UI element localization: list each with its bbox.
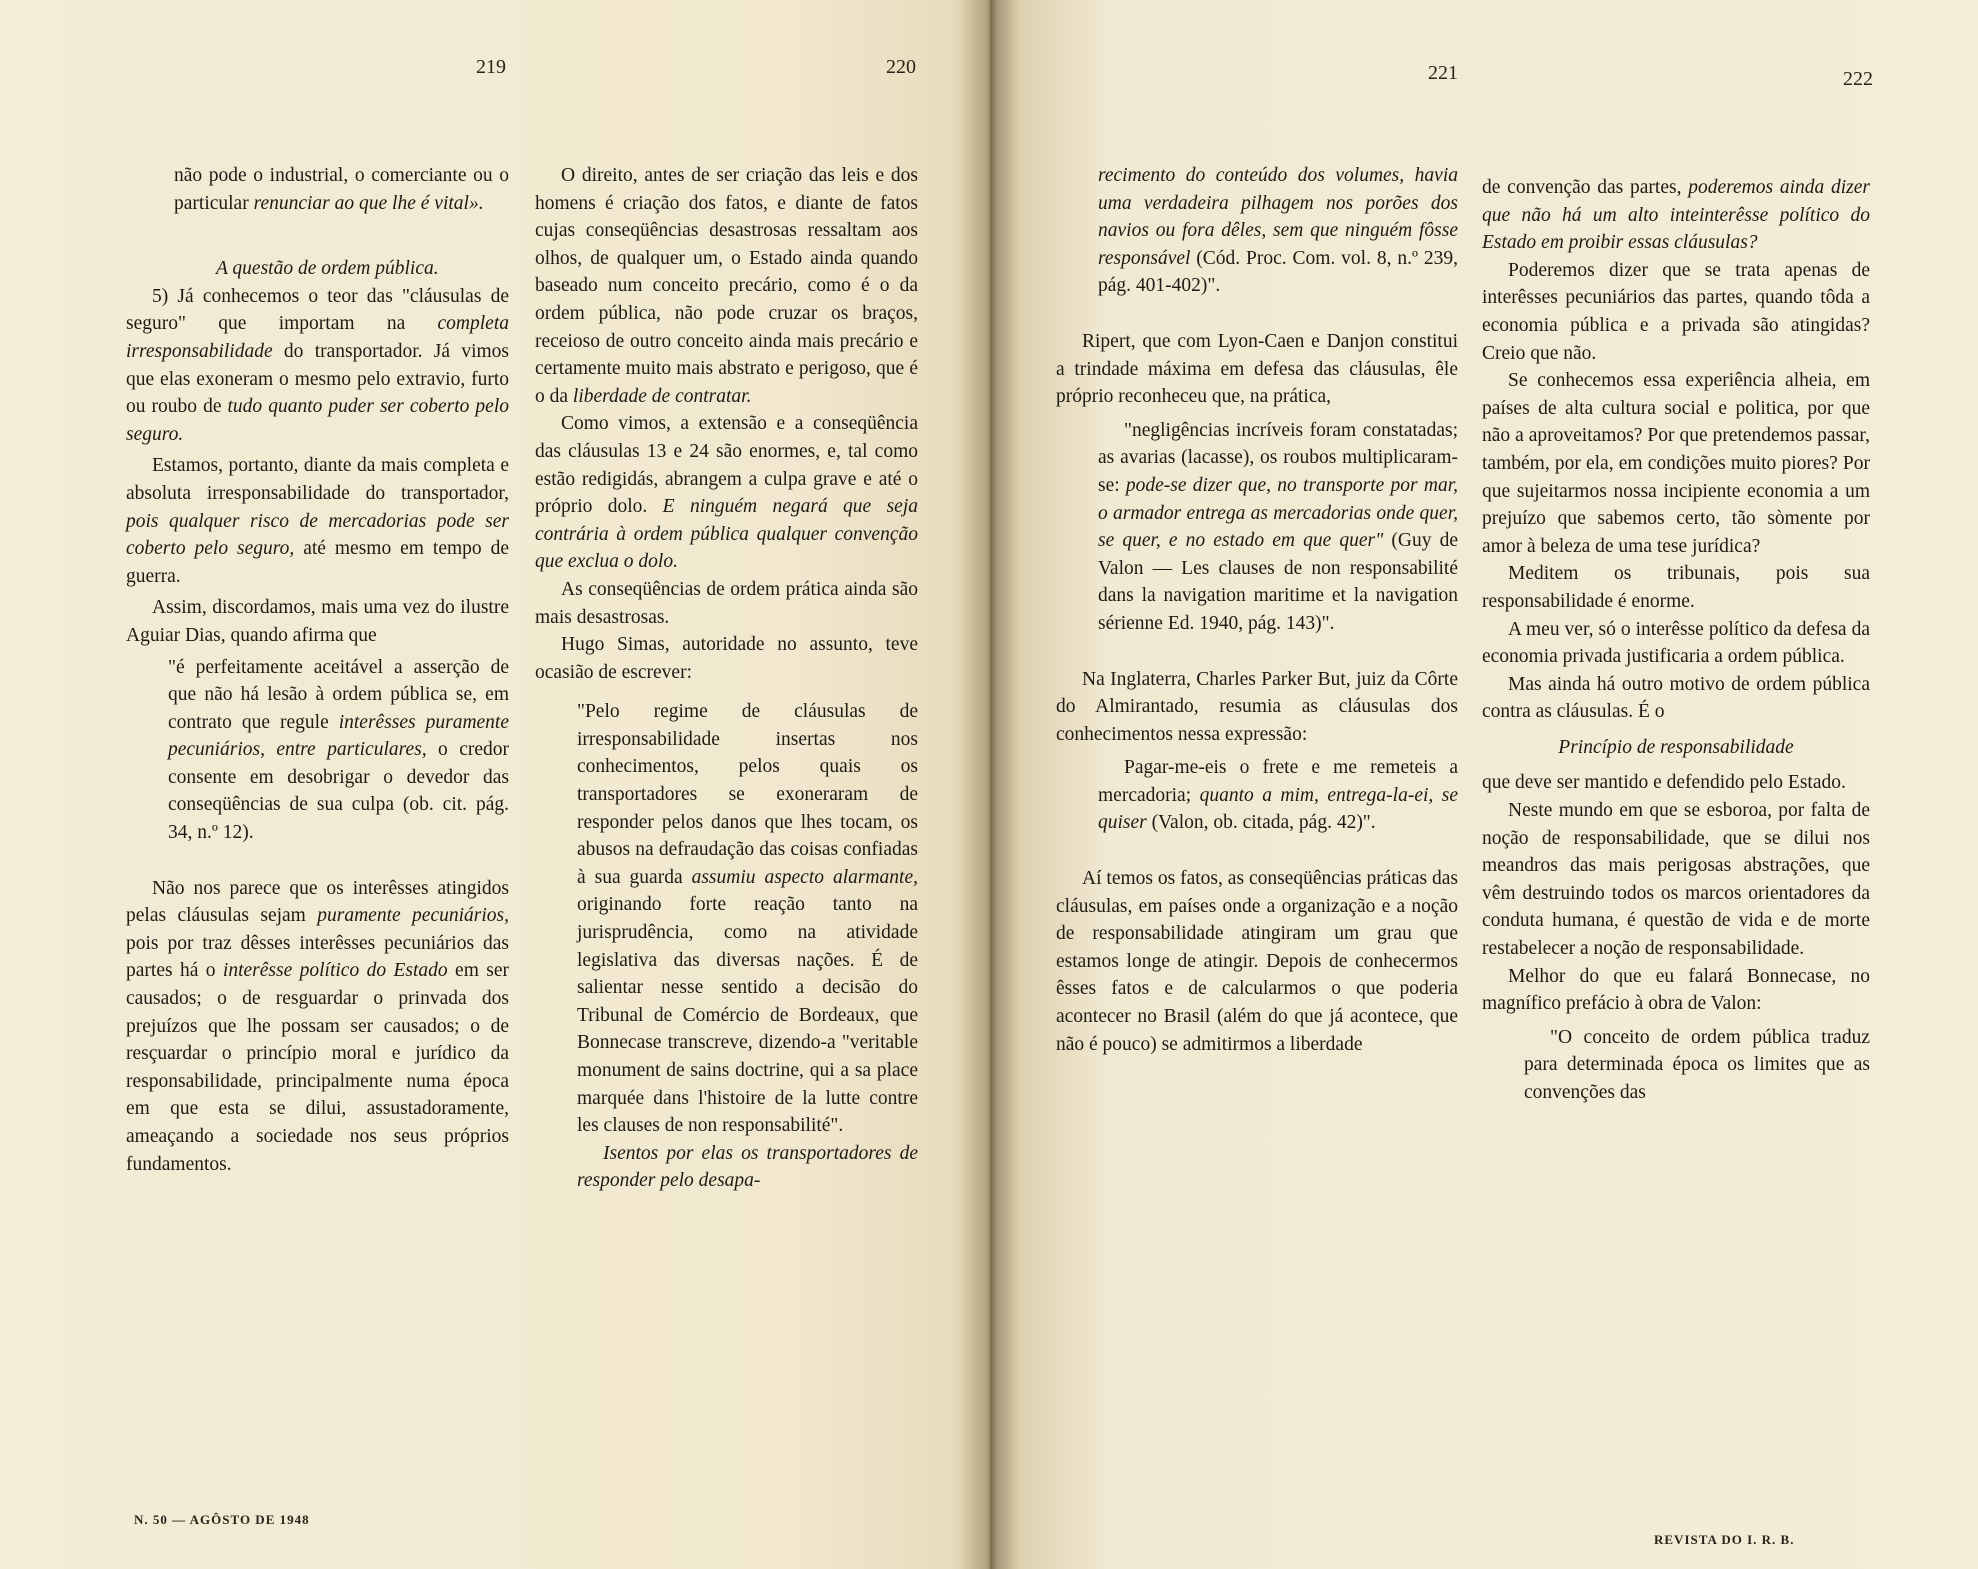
page-number: 219 (476, 56, 506, 78)
body-text: pois por traz dêsses interêsses pecuniários das partes há o (126, 932, 509, 982)
block-quote: Isentos por elas os transportadores de responder pelo desapa- (577, 1142, 918, 1192)
italic-text: quanto a mim, entrega-la-ei, se quiser (1098, 784, 1458, 834)
quote-text: Pagar-me-eis o frete e me remeteis a mercadoria; (1098, 757, 1458, 806)
italic-text: completa irresponsabilidade (126, 313, 509, 362)
italic-text: pois qualquer risco de mercadorias pode ser coberto pelo seguro, (126, 510, 509, 560)
italic-text: interêsses puramente pecuniários, entre particulares, (168, 711, 510, 761)
italic-text: liberdade de contratar. (572, 385, 752, 407)
italic-text: renunciar ao que lhe é vital». (253, 192, 484, 214)
paragraph: Se conhecemos essa experiência alheia, em países de alta cultura social e politica, por que não a aproveitamos? Por que pretendemos passar, também, por ela, em condições muito piores? Por que sujeitarmos nossa incipiente economia a um prejuízo que sabemos certo, tão sòmente por amor à beleza de uma tese jurídica? (1482, 370, 1870, 557)
text-column-222 (1482, 174, 1870, 1107)
body-text: Como vimos, a extensão e a conseqüência das cláusulas 13 e 24 são enormes, e, tal como estão redigidás, abrangem a culpa grave e até o próprio dolo. (535, 413, 918, 518)
italic-text: pode-se dizer que, no transporte por mar, o armador entrega as mercadorias onde quer, se quer, e no estado em que quer" (1098, 474, 1458, 552)
paragraph: Neste mundo em que se esboroa, por falta de noção de responsabilidade, que se dilui nos meandros das mais perigosas abstrações, que vêm destruindo todos os marcos orientadores da conduta humana, é questão de vida e de morte restabelecer a noção de responsabilidade. (1482, 800, 1870, 960)
paragraph: Poderemos dizer que se trata apenas de interêsses pecuniários das partes, quando tôda a economia pública e a privada são atingidas? Creio que não. (1482, 259, 1870, 364)
paragraph (126, 875, 509, 1179)
text-column-221 (1056, 162, 1458, 1058)
paragraph: Na Inglaterra, Charles Parker But, juiz da Côrte do Almirantado, resumia as cláusulas dos conhecimentos nessa expressão: (1056, 668, 1458, 745)
paragraph (1482, 174, 1870, 257)
paragraph: Melhor do que eu falará Bonnecase, no magnífico prefácio à obra de Valon: (1482, 965, 1870, 1015)
block-quote (168, 654, 509, 847)
text-column-219 (126, 162, 509, 1178)
page-number: 220 (886, 56, 916, 78)
paragraph (126, 452, 509, 590)
paragraph: As conseqüências de ordem prática ainda são mais desastrosas. (535, 578, 918, 628)
body-text: não pode o industrial, o comerciante ou o particular (174, 165, 509, 214)
block-quote (1098, 417, 1458, 638)
block-quote: "O conceito de ordem pública traduz para determinada época os limites que as convenções das (1524, 1026, 1870, 1103)
italic-text: interêsse político do Estado (222, 960, 448, 982)
quote-text: o credor consente em desobrigar o devedor das conseqüências de sua culpa (ob. cit. pág. 34, n.º 12). (168, 739, 509, 844)
paragraph: Assim, discordamos, mais uma vez do ilustre Aguiar Dias, quando afirma que (126, 597, 509, 646)
quote-text: "negligências incríveis foram constatadas; as avarias (lacasse), os roubos multiplicaram-se: (1098, 419, 1458, 496)
italic-text: puramente pecuniários, (317, 905, 509, 927)
footer-issue: N. 50 — AGÔSTO DE 1948 (134, 1512, 310, 1527)
page-number: 221 (1428, 62, 1458, 84)
section-heading: Princípio de responsabilidade (1558, 736, 1794, 758)
body-text: do transportador. Já vimos que elas exoneram o mesmo pelo extravio, furto ou roubo de (126, 340, 509, 418)
paragraph: Aí temos os fatos, as conseqüências práticas das cláusulas, em países onde a organização e a noção de responsabilidade atingiram um grau que estamos longe de atingir. Depois de conhecermos êsses fatos e de calcularmos o que poderia acontecer no Brasil (além do que já acontece, que não é pouco) se admitirmos a liberdade (1056, 868, 1458, 1055)
italic-text: tudo quanto puder ser coberto pelo seguro. (126, 396, 509, 445)
body-text: O direito, antes de ser criação das leis e dos homens é criação dos fatos, e diante de fatos cujas conseqüências desastrosas ressaltam aos olhos, de qualquer um, o Estado ainda quando baseado num conceito precário, como é o da ordem pública, não pode cruzar os braços, receioso de outro conceito ainda mais precário e certamente muito mais abstrato e perigoso, que é o da (535, 165, 918, 407)
quote-text: originando forte reação tanto na jurisprudência, como na atividade legislativa das diversas nações. É de salientar nesse sentido a decisão do Tribunal de Comércio de Bordeaux, que Bonnecase transcreve, dizendo-a "veritable monument de sains doctrine, qui a sa place marquée dans l'histoire de la lutte contre les clauses de non responsabilité". (577, 894, 918, 1137)
body-text: Não nos parece que os interêsses atingidos pelas cláusulas sejam (126, 877, 509, 927)
quote-text: "é perfeitamente aceitável a asserção de que não há lesão à ordem pública se, em contrato que regule (168, 656, 509, 733)
paragraph: que deve ser mantido e defendido pelo Estado. (1482, 772, 1846, 794)
paragraph: A meu ver, só o interêsse político da defesa da economia privada justificaria a ordem pública. (1482, 618, 1870, 668)
body-text: em ser causados; o de resguardar o prinvada dos prejuízos que lhe possam ser causados; o de resçuardar o princípio moral e jurídico da responsabilidade, principalmente numa época em que esta se dilui, assustadoramente, ameaçando a sociedade nos seus próprios fundamentos. (126, 960, 510, 1175)
body-text: de convenção das partes, (1482, 177, 1689, 198)
block-quote (1098, 162, 1458, 300)
body-text: 5) Já conhecemos o teor das "cláusulas de seguro" que importam na (126, 285, 509, 335)
paragraph (174, 162, 509, 217)
paragraph (535, 410, 918, 576)
italic-text: assumiu aspecto alarmante, (691, 866, 918, 888)
body-text: Estamos, portanto, diante da mais completa e absoluta irresponsabilidade do transportador, (126, 455, 509, 504)
block-quote (577, 698, 918, 1140)
quote-text: "Pelo regime de cláusulas de irresponsabilidade insertas nos conhecimentos, pelos quais os transportadores se exoneraram de responder pelos danos que lhes tocam, os abusos na defraudação das coisas confiadas à sua guarda (577, 701, 918, 888)
quote-text: (Valon, ob. citada, pág. 42)". (1146, 812, 1376, 834)
page-number: 222 (1843, 68, 1873, 90)
italic-text: E ninguém negará que seja contrária à ordem pública qualquer convenção que exclua o dolo. (535, 496, 918, 573)
paragraph: Meditem os tribunais, pois sua responsabilidade é enorme. (1482, 563, 1870, 612)
body-text: até mesmo em tempo de guerra. (126, 538, 510, 587)
paragraph (535, 162, 918, 410)
quote-text: (Guy de Valon — Les clauses de non responsabilité dans la navigation maritime et la navigation sérienne Ed. 1940, pág. 143)". (1098, 530, 1458, 634)
gutter-shadow (960, 0, 1020, 1569)
paragraph (126, 283, 509, 449)
italic-text: recimento do conteúdo dos volumes, havia uma verdadeira pilhagem nos porões dos navios ou fora dêles, sem que ninguém fôsse responsável (1098, 165, 1458, 269)
block-quote (1098, 754, 1458, 837)
section-heading: A questão de ordem pública. (216, 258, 439, 280)
text-column-220 (535, 162, 918, 1195)
paragraph: Ripert, que com Lyon-Caen e Danjon constitui a trindade máxima em defesa das cláusulas, êle próprio reconheceu que, na prática, (1056, 330, 1458, 408)
quote-text: (Cód. Proc. Com. vol. 8, n.º 239, pág. 401-402)". (1098, 247, 1458, 297)
italic-text: poderemos ainda dizer que não há um alto inteinterêsse político do Estado em proibir essas cláusulas? (1482, 177, 1870, 254)
paragraph: Mas ainda há outro motivo de ordem pública contra as cláusulas. É o (1482, 673, 1870, 723)
footer-journal: REVISTA DO I. R. B. (1654, 1532, 1795, 1547)
paragraph: Hugo Simas, autoridade no assunto, teve ocasião de escrever: (535, 634, 918, 683)
